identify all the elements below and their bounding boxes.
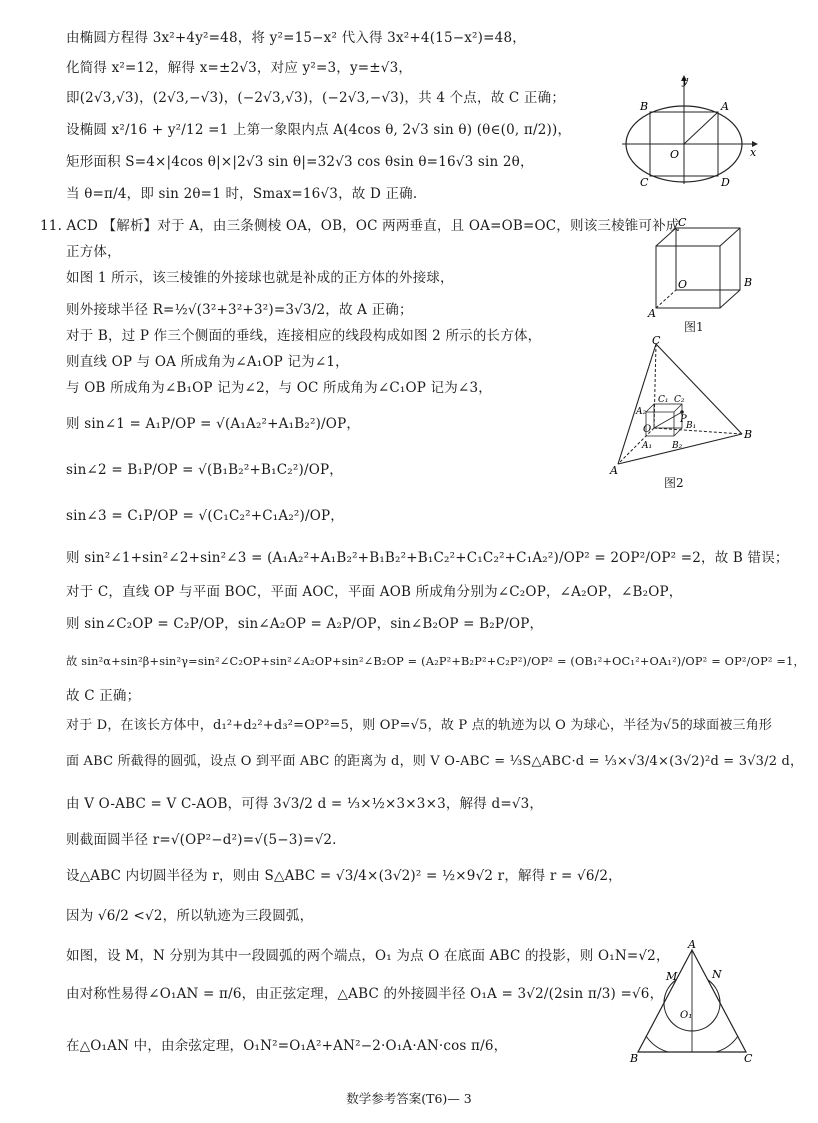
- label-b: B: [630, 1052, 639, 1065]
- formula-line: sin∠3 = C₁P/OP = √(C₁C₂²+C₁A₂²)/OP，: [66, 508, 345, 524]
- text-line: 如图 1 所示，该三棱锥的外接球也就是补成的正方体的外接球，: [66, 270, 454, 286]
- formula-line: 则 sin²∠1+sin²∠2+sin²∠3 = (A₁A₂²+A₁B₂²+B₁B₂²+B₁C₂²+C₁C₂²+C₁A₂²)/OP² = 2OP²/OP² =2，故 B 错误；: [66, 550, 789, 566]
- text-line: 即(2√3,√3)，(2√3,−√3)，(−2√3,√3)，(−2√3,−√3)，共 4 个点，故 C 正确；: [66, 90, 566, 106]
- ellipse-figure: [620, 72, 760, 194]
- formula-line: 由 V O-ABC = V C-AOB，可得 3√3/2 d = ⅓×½×3×3×3，解得 d=√3，: [66, 796, 544, 812]
- text-line: 当 θ=π/4，即 sin 2θ=1 时，Smax=16√3，故 D 正确.: [66, 186, 418, 202]
- label-n: N: [712, 968, 722, 981]
- label-a: A: [688, 940, 696, 951]
- label-b: B: [744, 428, 753, 441]
- label-o: O: [678, 278, 688, 291]
- formula-line: sin∠2 = B₁P/OP = √(B₁B₂²+B₁C₂²)/OP，: [66, 462, 343, 478]
- label-m: M: [666, 970, 678, 983]
- problem-11-heading: 11. ACD 【解析】对于 A，由三条侧棱 OA，OB，OC 两两垂直，且 OA=OB=OC，则该三棱锥可补成: [40, 218, 680, 234]
- text-line: 故 C 正确；: [66, 688, 141, 704]
- label-x: x: [750, 146, 757, 159]
- label-a: A: [648, 307, 656, 318]
- text-line: 对于 C，直线 OP 与平面 BOC，平面 AOC，平面 AOB 所成角分别为∠C₂OP，∠A₂OP，∠B₂OP，: [66, 584, 683, 600]
- label-c: C: [744, 1052, 753, 1065]
- formula-line: 则 sin∠1 = A₁P/OP = √(A₁A₂²+A₁B₂²)/OP，: [66, 416, 361, 432]
- label-b: B: [640, 100, 649, 113]
- label-c: C: [640, 176, 649, 189]
- page-footer: 数学参考答案(T6)— 3: [346, 1091, 472, 1106]
- text-line: 如图，设 M，N 分别为其中一段圆弧的两个端点，O₁ 为点 O 在底面 ABC 的投影，则 O₁N=√2，: [66, 948, 670, 964]
- text-line: 正方体，: [66, 244, 121, 260]
- label-p: P: [680, 414, 687, 425]
- label-a: A: [610, 464, 618, 476]
- label-c2: C₂: [674, 395, 685, 405]
- label-d: D: [721, 176, 730, 189]
- label-b: B: [744, 276, 753, 289]
- label-b2: B₂: [672, 441, 683, 451]
- label-c: C: [652, 336, 661, 347]
- text-line: 化简得 x²=12，解得 x=±2√3，对应 y²=3，y=±√3，: [66, 60, 413, 76]
- text-line: 与 OB 所成角为∠B₁OP 记为∠2，与 OC 所成角为∠C₁OP 记为∠3，: [66, 380, 492, 396]
- text-line: 对于 D，在该长方体中，d₁²+d₂²+d₃²=OP²=5，则 OP=√5，故 P 点的轨迹为以 O 为球心，半径为√5的球面被三角形: [66, 718, 773, 733]
- text-line: 因为 √6/2 <√2，所以轨迹为三段圆弧，: [66, 908, 314, 924]
- label-a1: A₁: [642, 441, 653, 451]
- figure-2-tetrahedron: [606, 336, 756, 480]
- label-b1: B₁: [686, 421, 697, 431]
- text-line: 由椭圆方程得 3x²+4y²=48，将 y²=15−x² 代入得 3x²+4(15−x²)=48，: [66, 30, 526, 46]
- label-c1: C₁: [658, 395, 669, 405]
- formula-line: 面 ABC 所截得的圆弧，设点 O 到平面 ABC 的距离为 d，则 V O-ABC = ⅓S△ABC·d = ⅓×√3/4×(3√2)²d = 3√3/2 d，: [66, 754, 804, 769]
- formula-line: 则 sin∠C₂OP = C₂P/OP，sin∠A₂OP = A₂P/OP，sin∠B₂OP = B₂P/OP，: [66, 616, 544, 632]
- figure-2-caption: 图2: [664, 476, 684, 490]
- figure-1-caption: 图1: [684, 320, 704, 334]
- formula-line: 故 sin²α+sin²β+sin²γ=sin²∠C₂OP+sin²∠A₂OP+sin²∠B₂OP = (A₂P²+B₂P²+C₂P²)/OP² = (OB₁²+OC₁²+OA₁²)/OP² = OP²/OP² =1，: [66, 655, 805, 668]
- label-o: O: [670, 148, 680, 161]
- label-o: O: [643, 424, 652, 435]
- text-line: 设椭圆 x²/16 + y²/12 =1 上第一象限内点 A(4cos θ, 2√3 sin θ) (θ∈(0, π/2))，: [66, 122, 572, 138]
- formula-line: 设△ABC 内切圆半径为 r，则由 S△ABC = √3/4×(3√2)² = ½×9√2 r，解得 r = √6/2，: [66, 868, 622, 884]
- figure-3-triangle: [628, 940, 758, 1069]
- label-o1: O₁: [680, 1010, 693, 1021]
- text-line: 则外接球半径 R=½√(3²+3²+3²)=3√3/2，故 A 正确；: [66, 302, 413, 318]
- label-a2: A₂: [636, 407, 647, 417]
- formula-line: 由对称性易得∠O₁AN = π/6，由正弦定理，△ABC 的外接圆半径 O₁A = 3√2/(2sin π/3) =√6，: [66, 986, 664, 1002]
- formula-line: 在△O₁AN 中，由余弦定理，O₁N²=O₁A²+AN²−2·O₁A·AN·cos π/6，: [66, 1038, 508, 1054]
- text-line: 对于 B，过 P 作三个侧面的垂线，连接相应的线段构成如图 2 所示的长方体，: [66, 328, 542, 344]
- label-a: A: [721, 100, 729, 113]
- formula-line: 则截面圆半径 r=√(OP²−d²)=√(5−3)=√2.: [66, 832, 337, 848]
- label-y: y: [682, 74, 689, 87]
- text-line: 则直线 OP 与 OA 所成角为∠A₁OP 记为∠1，: [66, 354, 349, 370]
- figure-1-cube: [640, 218, 760, 322]
- text-line: 矩形面积 S=4×|4cos θ|×|2√3 sin θ|=32√3 cos θsin θ=16√3 sin 2θ，: [66, 154, 534, 170]
- label-c: C: [678, 218, 687, 229]
